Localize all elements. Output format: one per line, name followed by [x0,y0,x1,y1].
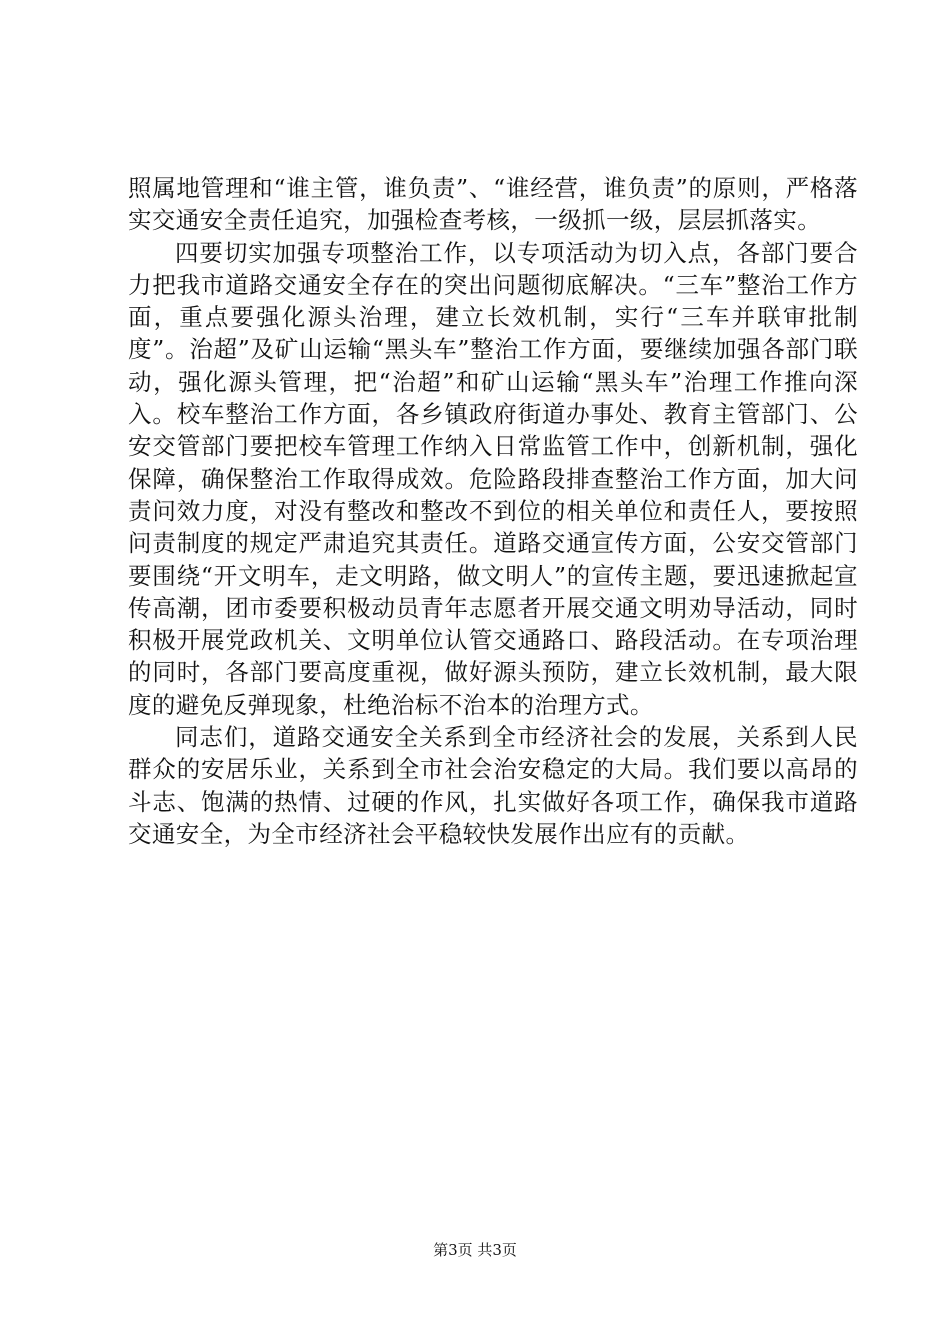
document-body [128,172,858,850]
paragraph-special-rectification: 四要切实加强专项整治工作，以专项活动为切入点，各部门要合力把我市道路交通安全存在的突出问题彻底解决。“三车”整治工作方面，重点要强化源头治理，建立长效机制，实行“三车并联审批制度”。治超”及矿山运输“黑头车”整治工作方面，要继续加强各部门联动，强化源头管理，把“治超”和矿山运输“黑头车”治理工作推向深入。校车整治工作方面，各乡镇政府街道办事处、教育主管部门、公安交管部门要把校车管理工作纳入日常监管工作中，创新机制，强化保障，确保整治工作取得成效。危险路段排查整治工作方面，加大问责问效力度，对没有整改和整改不到位的相关单位和责任人，要按照问责制度的规定严肃追究其责任。道路交通宣传方面，公安交管部门要围绕“开文明车，走文明路，做文明人”的宣传主题，要迅速掀起宣传高潮，团市委要积极动员青年志愿者开展交通文明劝导活动，同时积极开展党政机关、文明单位认管交通路口、路段活动。在专项治理的同时，各部门要高度重视，做好源头预防，建立长效机制，最大限度的避免反弹现象，杜绝治标不治本的治理方式。 [128,238,858,719]
page-number: 第3页 共3页 [433,1241,517,1259]
paragraph-continuation: 照属地管理和“谁主管，谁负责”、“谁经营，谁负责”的原则，严格落实交通安全责任追究，加强检查考核，一级抓一级，层层抓落实。 [128,174,858,235]
paragraph-closing: 同志们，道路交通安全关系到全市经济社会的发展，关系到人民群众的安居乐业，关系到全市社会治安稳定的大局。我们要以高昂的斗志、饱满的热情、过硬的作风，扎实做好各项工作，确保我市道路交通安全，为全市经济社会平稳较快发展作出应有的贡献。 [128,723,858,848]
